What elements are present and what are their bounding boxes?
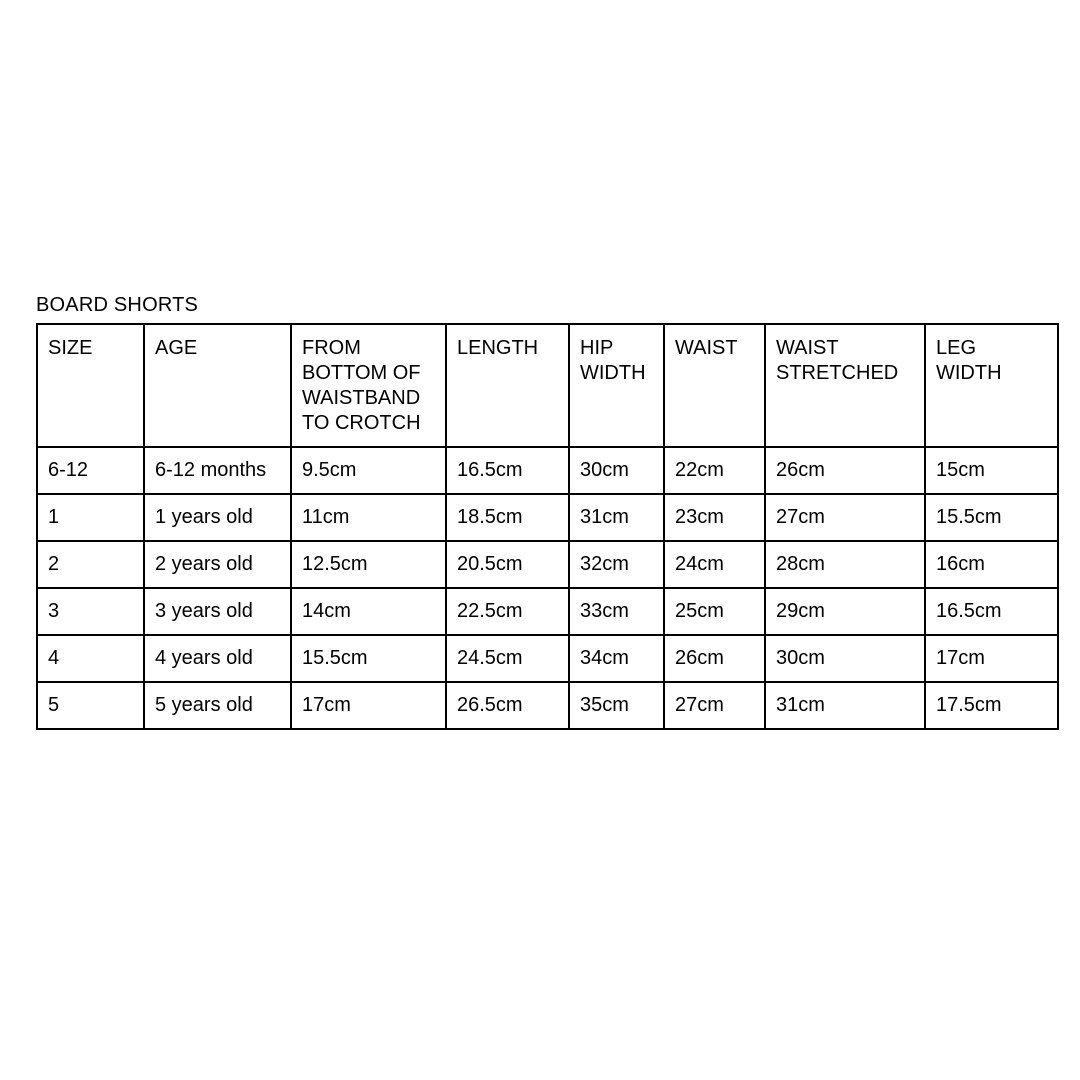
table-row — [37, 447, 1058, 494]
table-cell: 16cm — [925, 541, 1058, 588]
table-cell: 17.5cm — [925, 682, 1058, 729]
table-cell: 6-12 months — [144, 447, 291, 494]
table-cell: 22cm — [664, 447, 765, 494]
column-header: AGE — [144, 324, 291, 447]
table-cell: 16.5cm — [446, 447, 569, 494]
table-cell: 4 — [37, 635, 144, 682]
table-cell: 4 years old — [144, 635, 291, 682]
table-cell: 28cm — [765, 541, 925, 588]
table-row — [37, 588, 1058, 635]
table-cell: 3 years old — [144, 588, 291, 635]
table-cell: 26cm — [765, 447, 925, 494]
table-cell: 35cm — [569, 682, 664, 729]
size-chart-table — [36, 323, 1059, 730]
table-row — [37, 682, 1058, 729]
header-row — [37, 324, 1058, 447]
table-cell: 1 — [37, 494, 144, 541]
table-cell: 5 years old — [144, 682, 291, 729]
table-cell: 14cm — [291, 588, 446, 635]
table-cell: 23cm — [664, 494, 765, 541]
size-chart-title: BOARD SHORTS — [36, 294, 199, 316]
table-cell: 29cm — [765, 588, 925, 635]
table-cell: 17cm — [291, 682, 446, 729]
table-cell: 6-12 — [37, 447, 144, 494]
column-header: LENGTH — [446, 324, 569, 447]
table-row — [37, 494, 1058, 541]
table-cell: 32cm — [569, 541, 664, 588]
column-header: HIP WIDTH — [569, 324, 664, 447]
table-cell: 26.5cm — [446, 682, 569, 729]
table-row — [37, 635, 1058, 682]
table-cell: 24.5cm — [446, 635, 569, 682]
table-cell: 30cm — [569, 447, 664, 494]
table-cell: 11cm — [291, 494, 446, 541]
table-cell: 33cm — [569, 588, 664, 635]
table-cell: 30cm — [765, 635, 925, 682]
table-cell: 17cm — [925, 635, 1058, 682]
table-cell: 16.5cm — [925, 588, 1058, 635]
column-header: LEG WIDTH — [925, 324, 1058, 447]
table-cell: 9.5cm — [291, 447, 446, 494]
table-cell: 22.5cm — [446, 588, 569, 635]
table-cell: 15cm — [925, 447, 1058, 494]
table-cell: 34cm — [569, 635, 664, 682]
column-header: FROM BOTTOM OF WAISTBAND TO CROTCH — [291, 324, 446, 447]
table-cell: 27cm — [664, 682, 765, 729]
table-cell: 3 — [37, 588, 144, 635]
size-chart-header — [37, 324, 1058, 447]
table-cell: 5 — [37, 682, 144, 729]
table-cell: 2 — [37, 541, 144, 588]
table-row — [37, 541, 1058, 588]
table-cell: 15.5cm — [925, 494, 1058, 541]
table-cell: 12.5cm — [291, 541, 446, 588]
table-cell: 15.5cm — [291, 635, 446, 682]
table-cell: 31cm — [765, 682, 925, 729]
table-cell: 18.5cm — [446, 494, 569, 541]
table-cell: 26cm — [664, 635, 765, 682]
table-cell: 31cm — [569, 494, 664, 541]
table-cell: 2 years old — [144, 541, 291, 588]
column-header: WAIST STRETCHED — [765, 324, 925, 447]
size-chart-section — [36, 294, 1057, 730]
table-cell: 24cm — [664, 541, 765, 588]
column-header: SIZE — [37, 324, 144, 447]
column-header: WAIST — [664, 324, 765, 447]
size-chart-body — [37, 447, 1058, 729]
table-cell: 1 years old — [144, 494, 291, 541]
table-cell: 27cm — [765, 494, 925, 541]
table-cell: 25cm — [664, 588, 765, 635]
table-cell: 20.5cm — [446, 541, 569, 588]
